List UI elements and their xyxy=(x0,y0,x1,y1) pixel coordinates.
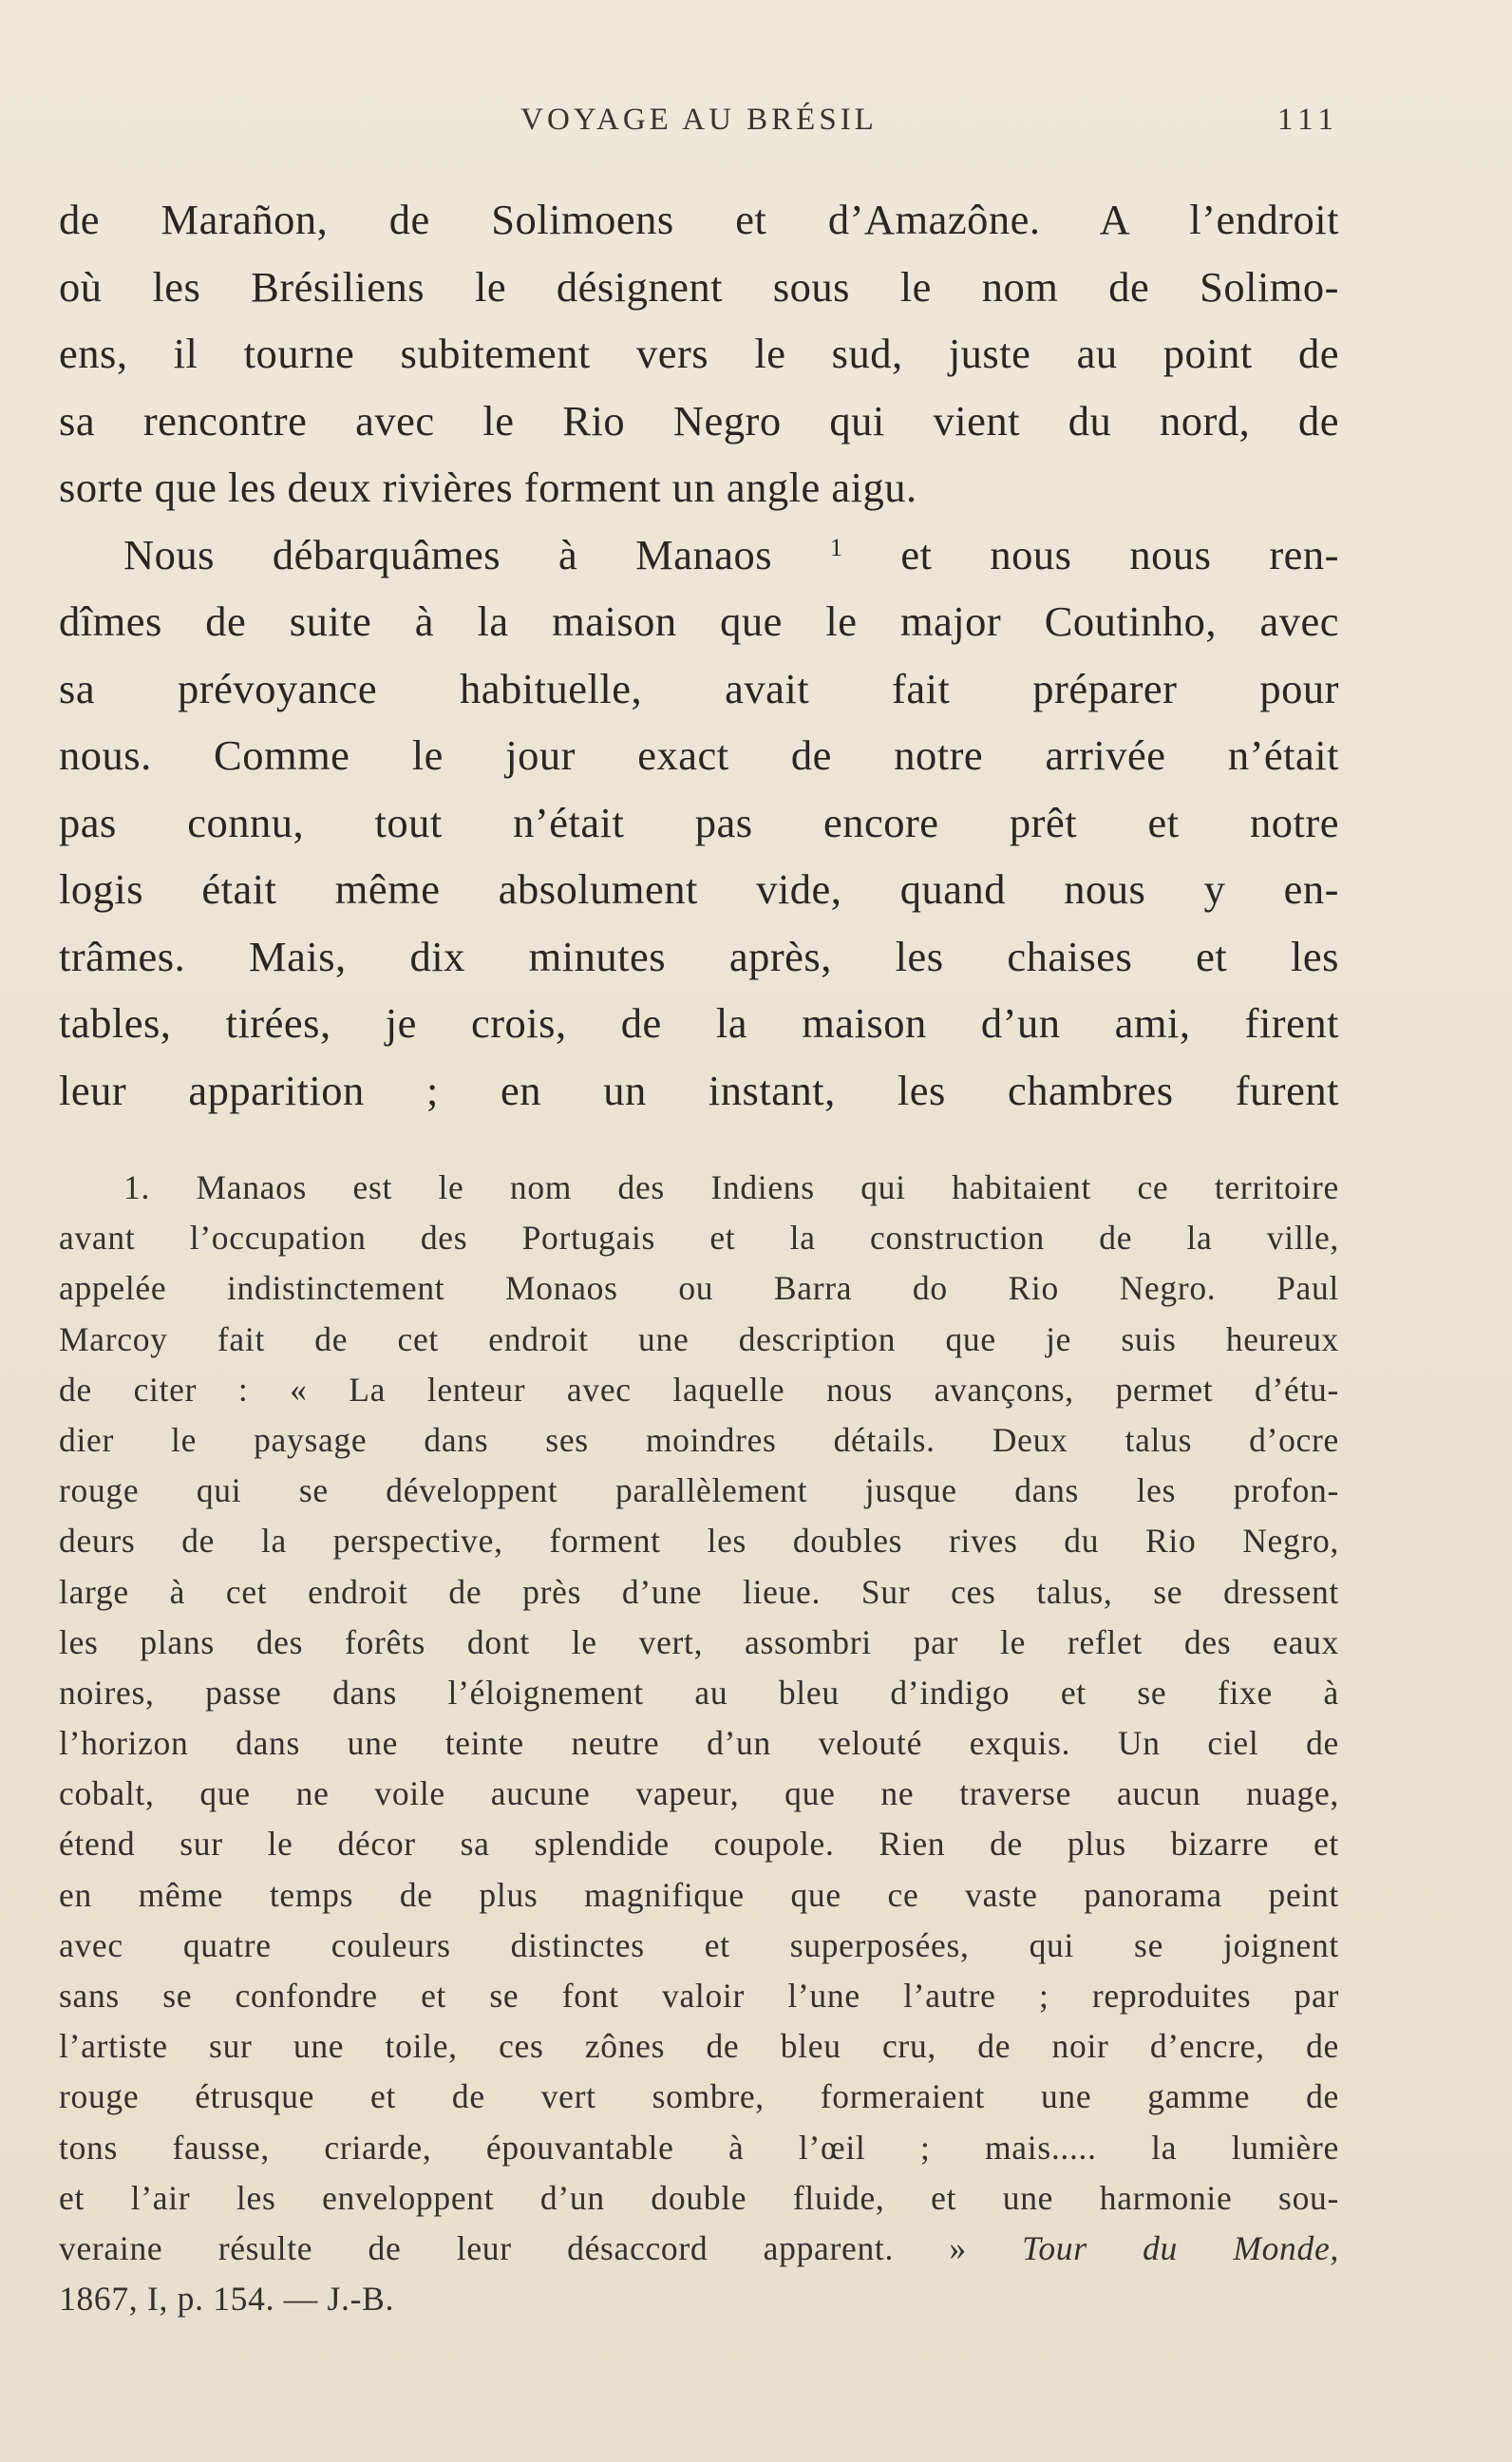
footnote-line: rouge qui se développent parallèlement jusque dans les profon- xyxy=(59,1471,1339,1510)
footnote-line: cobalt, que ne voile aucune vapeur, que ne traverse aucun nuage, xyxy=(59,1774,1339,1813)
text-line: logis était même absolument vide, quand nous y en- xyxy=(59,865,1339,913)
footnote-line: avant l’occupation des Portugais et la construction de la ville, xyxy=(59,1219,1339,1258)
main-text xyxy=(59,186,1339,1124)
text-line: trâmes. Mais, dix minutes après, les chaises et les xyxy=(59,932,1339,980)
text-line: sa rencontre avec le Rio Negro qui vient du nord, de xyxy=(59,396,1339,445)
page-number: 111 xyxy=(1276,103,1339,137)
text-fragment: Nous débarquâmes à Manaos xyxy=(123,530,773,578)
text-line: sa prévoyance habituelle, avait fait préparer pour xyxy=(59,664,1339,712)
text-line: nous. Comme le jour exact de notre arrivée n’était xyxy=(59,731,1339,779)
text-line: leur apparition ; en un instant, les chambres furent xyxy=(59,1066,1339,1114)
footnote-line: rouge étrusque et de vert sombre, formeraient une gamme de xyxy=(59,2077,1339,2116)
running-title: VOYAGE AU BRÉSIL xyxy=(520,103,878,137)
text-line: tables, tirées, je crois, de la maison d’un ami, firent xyxy=(59,999,1339,1047)
footnote-line: l’artiste sur une toile, ces zônes de bleu cru, de noir d’encre, de xyxy=(59,2027,1339,2066)
footnote-line: l’horizon dans une teinte neutre d’un velouté exquis. Un ciel de xyxy=(59,1724,1339,1763)
footnote-line: 1867, I, p. 154. — J.-B. xyxy=(59,2280,395,2319)
footnote-line: et l’air les enveloppent d’un double fluide, et une harmonie sou- xyxy=(59,2178,1339,2217)
footnote-line xyxy=(59,1163,1339,1213)
text-line: où les Brésiliens le désignent sous le nom de Solimo- xyxy=(59,262,1339,311)
text-line: de Marañon, de Solimoens et d’Amazône. A l’endroit xyxy=(59,196,1339,243)
footnote xyxy=(59,1163,1339,2324)
footnote-line: dier le paysage dans ses moindres détails. Deux talus d’ocre xyxy=(59,1420,1339,1459)
text-line: sorte que les deux rivières forment un angle aigu. xyxy=(59,464,917,511)
footnote-text: Manaos est le nom des Indiens qui habitaient ce territoire xyxy=(196,1168,1339,1206)
footnote-line: large à cet endroit de près d’une lieue. Sur ces talus, se dressent xyxy=(59,1572,1339,1611)
footnote-line: avec quatre couleurs distinctes et superposées, qui se joignent xyxy=(59,1925,1339,1964)
text-line: pas connu, tout n’était pas encore prêt et notre xyxy=(59,798,1339,846)
footnote-line: tons fausse, criarde, épouvantable à l’œil ; mais..... la lumière xyxy=(59,2128,1339,2167)
footnote-line: deurs de la perspective, forment les doubles rives du Rio Negro, xyxy=(59,1522,1339,1561)
footnote-line: les plans des forêts dont le vert, assombri par le reflet des eaux xyxy=(59,1622,1339,1661)
running-head xyxy=(59,103,1339,150)
text-line-with-note xyxy=(59,521,1339,589)
footnote-line: en même temps de plus magnifique que ce vaste panorama peint xyxy=(59,1875,1339,1914)
footnote-text: veraine résulte de leur désaccord apparent. » xyxy=(59,2228,967,2267)
footnote-line: sans se confondre et se font valoir l’une l’autre ; reproduites par xyxy=(59,1977,1339,2015)
text-line: ens, il tourne subitement vers le sud, juste au point de xyxy=(59,330,1339,377)
text-line: dîmes de suite à la maison que le major Coutinho, avec xyxy=(59,597,1339,645)
footnote-line xyxy=(59,2224,1339,2274)
footnote-line: appelée indistinctement Monaos ou Barra do Rio Negro. Paul xyxy=(59,1269,1339,1308)
footnote-line: Marcoy fait de cet endroit une description que je suis heureux xyxy=(59,1319,1339,1358)
footnote-reference: 1 xyxy=(829,533,843,561)
footnote-number: 1. xyxy=(123,1168,151,1206)
footnote-line: de citer : « La lenteur avec laquelle nous avançons, permet d’étu- xyxy=(59,1370,1339,1409)
source-title: Tour du Monde, xyxy=(1022,2228,1339,2267)
footnote-line: noires, passe dans l’éloignement au bleu d’indigo et se fixe à xyxy=(59,1673,1339,1712)
text-fragment: et nous nous ren- xyxy=(900,530,1339,578)
footnote-line: étend sur le décor sa splendide coupole. Rien de plus bizarre et xyxy=(59,1825,1339,1864)
